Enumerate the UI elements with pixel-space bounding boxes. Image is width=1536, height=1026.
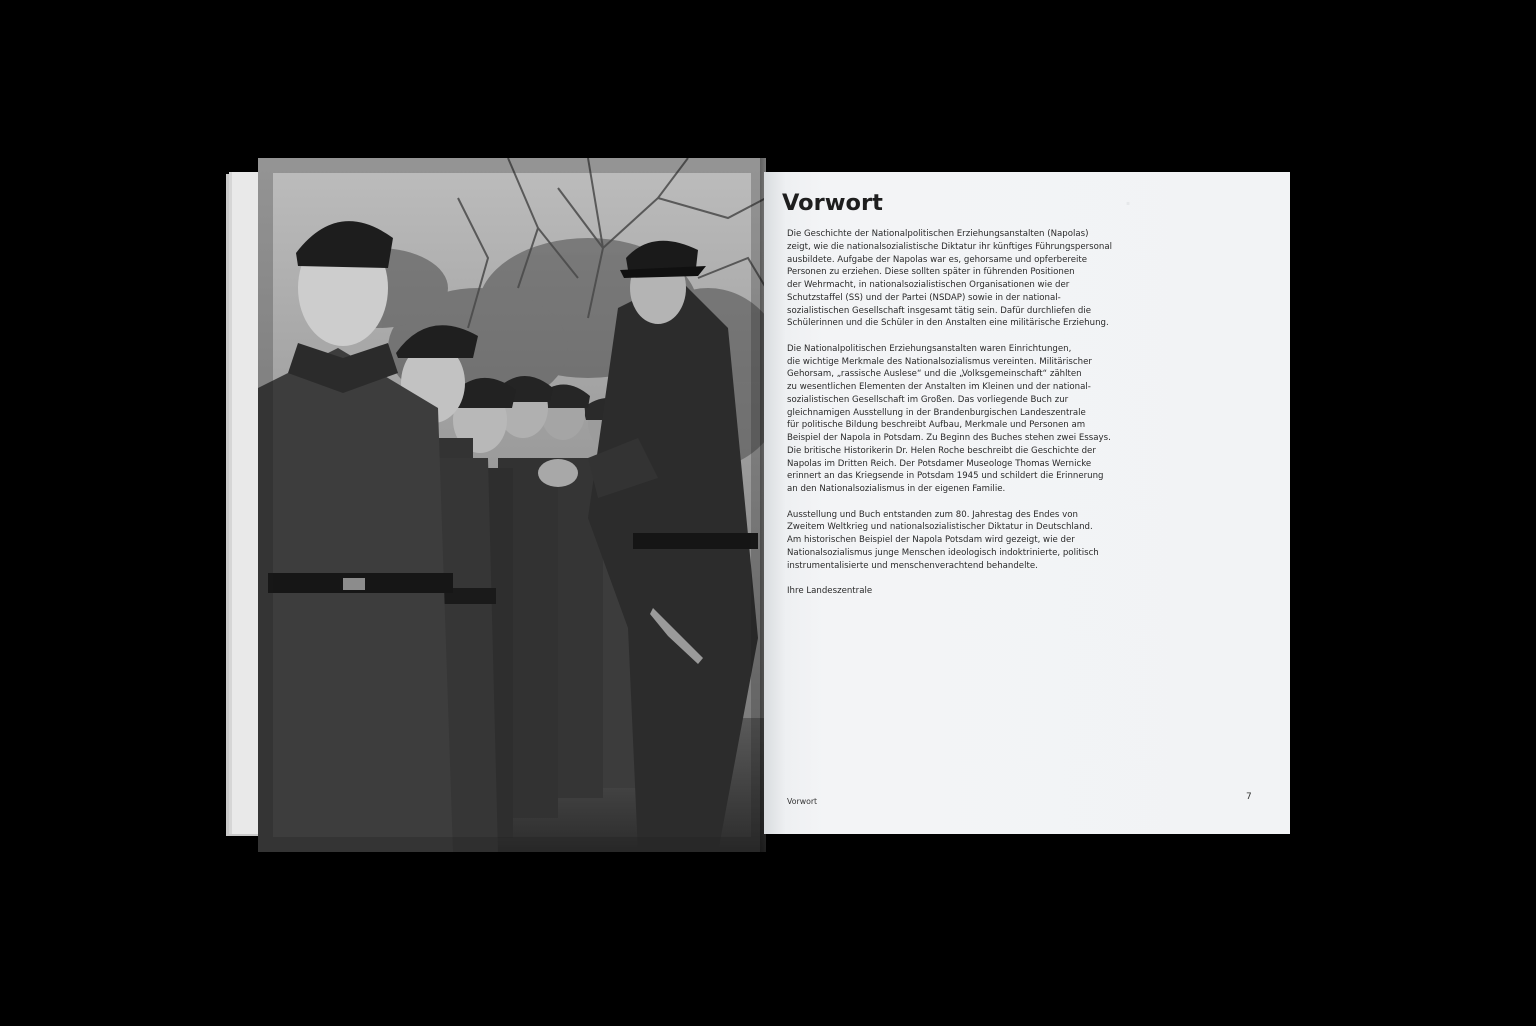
text-line: zeigt, wie die nationalsozialistische Diktatur ihr künftiges Führungspersonal bbox=[787, 241, 1112, 252]
paragraph bbox=[787, 343, 1127, 496]
page-title: Vorwort bbox=[782, 190, 883, 216]
signature-line bbox=[787, 585, 1127, 598]
text-line: gleichnamigen Ausstellung in der Brandenburgischen Landeszentrale bbox=[787, 407, 1086, 418]
text-line: Die Geschichte der Nationalpolitischen Erziehungsanstalten (Napolas) bbox=[787, 229, 1089, 239]
text-line: die wichtige Merkmale des Nationalsozialismus vereinten. Militärischer bbox=[787, 356, 1092, 367]
text-line: ausbildete. Aufgabe der Napolas war es, gehorsame und opferbereite bbox=[787, 254, 1088, 265]
text-line: Beispiel der Napola in Potsdam. Zu Beginn des Buches stehen zwei Essays. bbox=[787, 433, 1111, 443]
text-line: Gehorsam, „rassische Auslese“ und die „Volksgemeinschaft“ zählten bbox=[787, 369, 1082, 380]
text-line: Zweitem Weltkrieg und nationalsozialistischer Diktatur in Deutschland. bbox=[787, 522, 1093, 533]
text-line: Personen zu erziehen. Diese sollten später in führenden Positionen bbox=[787, 267, 1075, 278]
text-line: Am historischen Beispiel der Napola Potsdam wird gezeigt, wie der bbox=[787, 535, 1075, 545]
paragraph bbox=[787, 228, 1127, 330]
body-text bbox=[787, 228, 1127, 611]
text-line: erinnert an das Kriegsende in Potsdam 1945 und schildert die Erinnerung bbox=[787, 471, 1104, 482]
text-line: sozialistischen Gesellschaft im Großen. Das vorliegende Buch zur bbox=[787, 394, 1069, 405]
text-line: instrumentalisierte und menschenverachtend behandelte. bbox=[787, 560, 1038, 571]
text-line: sozialistischen Gesellschaft insgesamt tätig sein. Dafür durchliefen die bbox=[787, 305, 1092, 316]
text-line: für politische Bildung beschreibt Aufbau, Merkmale und Personen am bbox=[787, 420, 1086, 431]
paragraph bbox=[787, 509, 1127, 573]
show-through-lettering: · bbox=[1125, 194, 1132, 213]
historical-photograph bbox=[258, 158, 766, 852]
text-line: Ausstellung und Buch entstanden zum 80. Jahrestag des Endes von bbox=[787, 509, 1078, 520]
text-line: Napolas im Dritten Reich. Der Potsdamer Museologe Thomas Wernicke bbox=[787, 458, 1092, 469]
text-line: Nationalsozialismus junge Menschen ideologisch indoktrinierte, politisch bbox=[787, 547, 1099, 558]
text-line: Schutzstaffel (SS) und der Partei (NSDAP) sowie in der national- bbox=[787, 292, 1061, 303]
text-line: der Wehrmacht, in nationalsozialistischen Organisationen wie der bbox=[787, 280, 1070, 290]
text-line: an den Nationalsozialismus in der eigenen Familie. bbox=[787, 484, 1006, 494]
page-number: 7 bbox=[1246, 792, 1252, 802]
text-line: Schülerinnen und die Schüler in den Anstalten eine militärische Erziehung. bbox=[787, 318, 1109, 329]
text-line: Ihre Landeszentrale bbox=[787, 586, 873, 596]
running-footer: Vorwort bbox=[787, 797, 818, 806]
text-line: Die Nationalpolitischen Erziehungsanstalten waren Einrichtungen, bbox=[787, 343, 1072, 354]
text-line: zu wesentlichen Elementen der Anstalten im Kleinen und der national- bbox=[787, 382, 1091, 392]
text-line: Die britische Historikerin Dr. Helen Roche beschreibt die Geschichte der bbox=[787, 445, 1096, 456]
